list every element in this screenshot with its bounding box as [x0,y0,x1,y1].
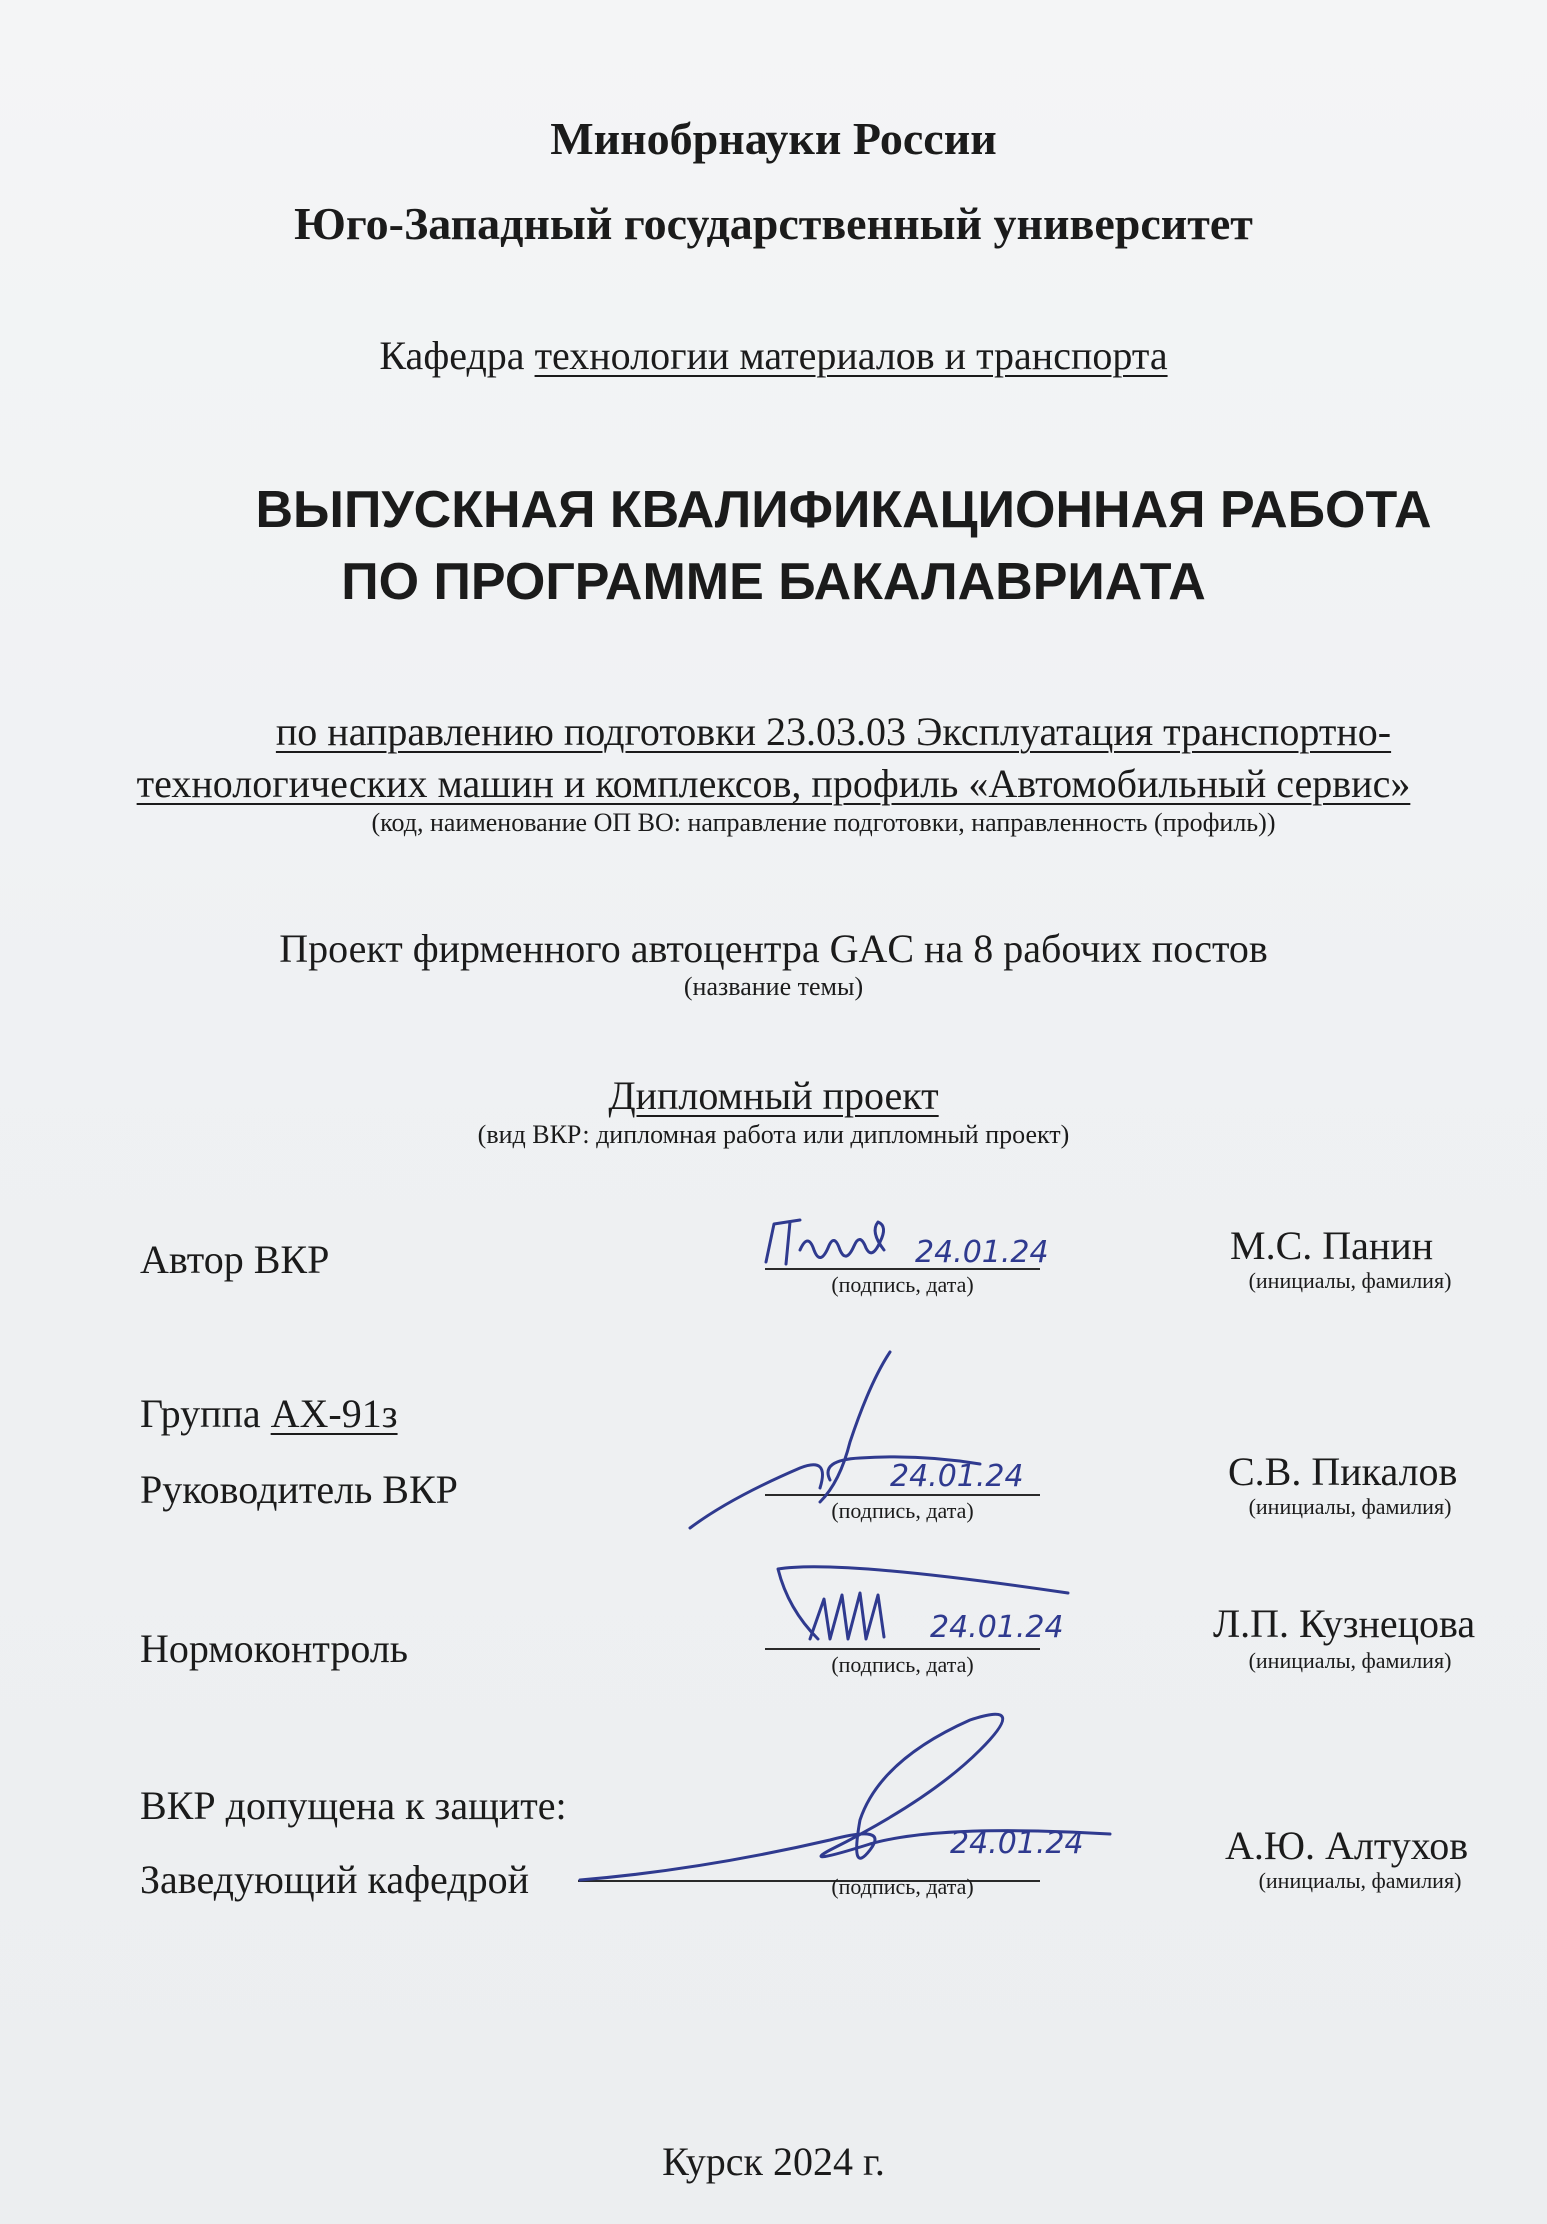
author-name: М.С. Панин [1230,1223,1434,1268]
supervisor-name-hint: (инициалы, фамилия) [1248,1494,1452,1519]
head-signature-hint: (подпись, дата) [831,1874,974,1899]
group-value: АХ-91з [270,1391,398,1436]
group-line [140,1390,398,1437]
author-signature [760,1210,1050,1280]
work-type-hint: (вид ВКР: дипломная работа или дипломный проект) [477,1120,1070,1149]
work-title-line2: ПО ПРОГРАММЕ БАКАЛАВРИАТА [341,553,1206,611]
group-label: Группа [140,1391,261,1436]
head-label: Заведующий кафедрой [140,1857,530,1902]
city-year: Курск 2024 г. [662,2139,885,2184]
normcontrol-name: Л.П. Кузнецова [1213,1601,1476,1646]
head-signature-date: 24.01.24 [950,1826,1084,1861]
author-signature-date: 24.01.24 [915,1235,1049,1270]
work-type: Дипломный проект [608,1073,939,1118]
admission-label: ВКР допущена к защите: [140,1783,567,1828]
ministry-heading: Минобрнауки России [550,113,997,164]
program-line1: по направлению подготовки 23.03.03 Эксплуатация транспортно- [275,709,1392,754]
author-signature-hint: (подпись, дата) [831,1272,974,1297]
work-title-line1: ВЫПУСКНАЯ КВАЛИФИКАЦИОННАЯ РАБОТА [255,481,1432,539]
author-label: Автор ВКР [140,1237,330,1282]
program-line2: технологических машин и комплексов, профиль «Автомобильный сервис» [136,761,1411,806]
supervisor-signature-hint: (подпись, дата) [831,1498,974,1523]
head-name: А.Ю. Алтухов [1225,1823,1469,1868]
supervisor-name: С.В. Пикалов [1228,1449,1458,1494]
topic-title: Проект фирменного автоцентра GAC на 8 рабочих постов [279,926,1268,971]
department-line [0,332,1547,379]
supervisor-signature [680,1340,1040,1530]
head-name-hint: (инициалы, фамилия) [1258,1868,1462,1893]
supervisor-signature-date: 24.01.24 [890,1459,1024,1494]
author-name-hint: (инициалы, фамилия) [1248,1268,1452,1293]
normcontrol-signature [770,1555,1070,1655]
normcontrol-name-hint: (инициалы, фамилия) [1248,1648,1452,1673]
supervisor-label: Руководитель ВКР [140,1467,458,1512]
department-name: технологии материалов и транспорта [534,333,1168,378]
normcontrol-signature-hint: (подпись, дата) [831,1652,974,1677]
program-hint: (код, наименование ОП ВО: направление подготовки, направленность (профиль)) [371,808,1276,837]
normcontrol-label: Нормоконтроль [140,1626,409,1671]
topic-hint: (название темы) [683,972,864,1001]
university-heading: Юго-Западный государственный университет [294,198,1253,249]
department-prefix: Кафедра [379,333,525,378]
normcontrol-signature-date: 24.01.24 [930,1610,1064,1645]
head-signature [570,1715,1130,1890]
